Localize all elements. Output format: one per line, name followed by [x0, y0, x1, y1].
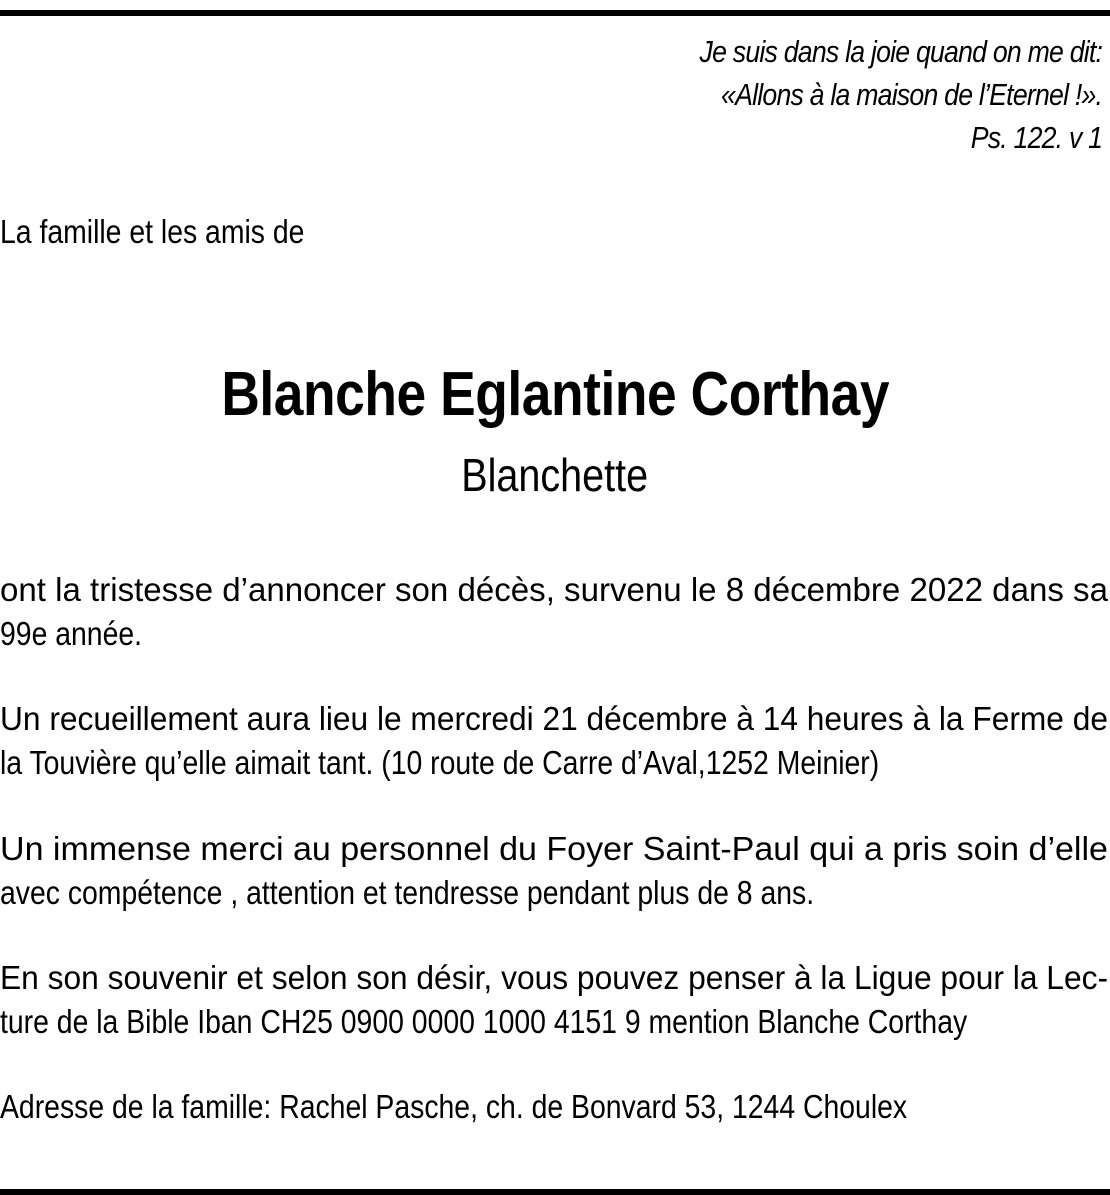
paragraph-line: la Touvière qu’elle aimait tant. (10 route de Carre d’Aval,1252 Meinier) — [0, 744, 880, 781]
thanks-paragraph — [0, 827, 1110, 915]
paragraph-line: Un immense merci au personnel du Foyer Saint-Paul qui a pris soin d’elle — [0, 830, 1108, 867]
paragraph-line: avec compétence , attention et tendresse pendant plus de 8 ans. — [0, 874, 815, 911]
deceased-nickname — [0, 449, 1110, 501]
paragraph-line: 99e année. — [0, 615, 143, 652]
deceased-name-text: Blanche Eglantine Corthay — [221, 360, 889, 429]
deceased-name — [0, 359, 1110, 431]
verse-reference: Ps. 122. v 1 — [970, 120, 1102, 155]
top-rule — [0, 10, 1110, 16]
verse-line: «Allons à la maison de l’Eternel !». — [720, 77, 1102, 112]
paragraph-line: ont la tristesse d’annoncer son décès, survenu le 8 décembre 2022 dans sa — [0, 571, 1108, 608]
paragraph-line: En son souvenir et selon son désir, vous pouvez penser à la Ligue pour la Lec- — [0, 959, 1109, 996]
paragraph-line: Un recueillement aura lieu le mercredi 21 décembre à 14 heures à la Ferme de — [0, 700, 1108, 737]
paragraph-line: Adresse de la famille: Rachel Pasche, ch. de Bonvard 53, 1244 Choulex — [0, 1088, 908, 1125]
announcement-paragraph — [0, 568, 1110, 656]
verse-line: Je suis dans la joie quand on me dit: — [699, 34, 1102, 69]
bottom-rule — [0, 1189, 1110, 1195]
deceased-nickname-text: Blanchette — [461, 449, 649, 501]
psalm-verse — [699, 30, 1102, 159]
family-address-paragraph — [0, 1085, 1110, 1129]
paragraph-line: ture de la Bible Iban CH25 0900 0000 1000 4151 9 mention Blanche Corthay — [0, 1003, 968, 1040]
ceremony-paragraph — [0, 697, 1110, 785]
donation-paragraph — [0, 956, 1110, 1044]
intro-text: La famille et les amis de — [0, 213, 305, 250]
